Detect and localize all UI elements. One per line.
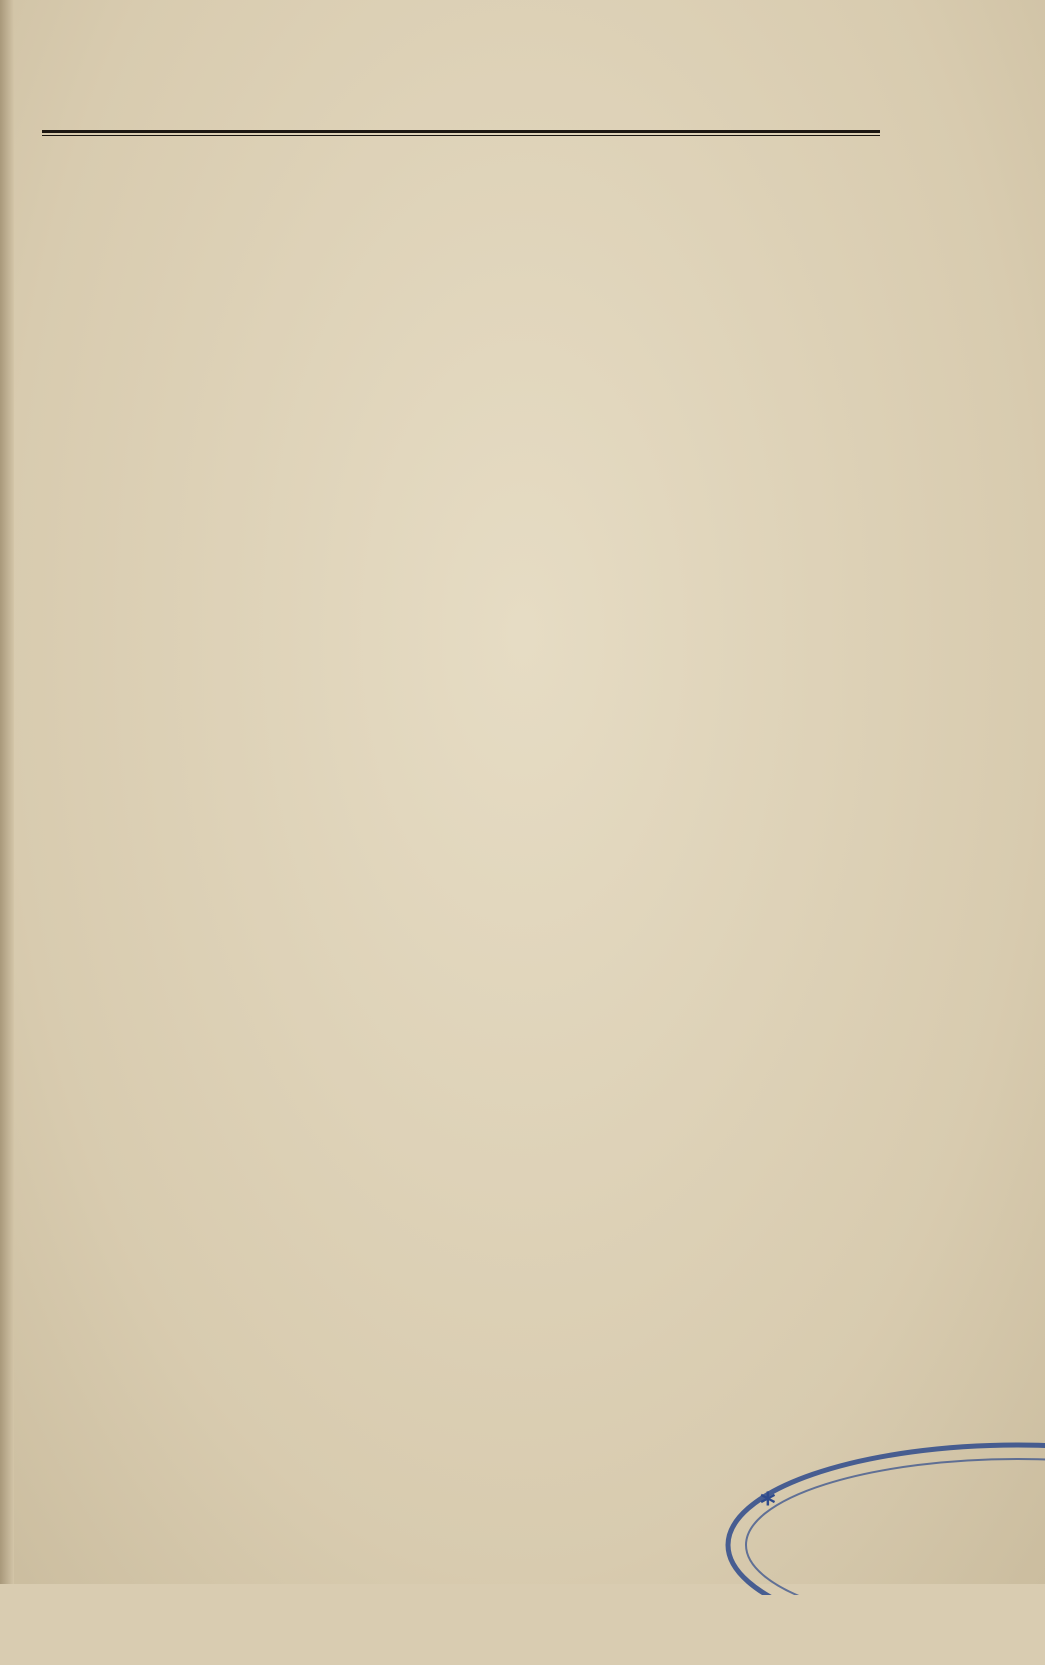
library-stamp [718, 1425, 1045, 1665]
stamp-line-date: * [760, 1487, 777, 1522]
